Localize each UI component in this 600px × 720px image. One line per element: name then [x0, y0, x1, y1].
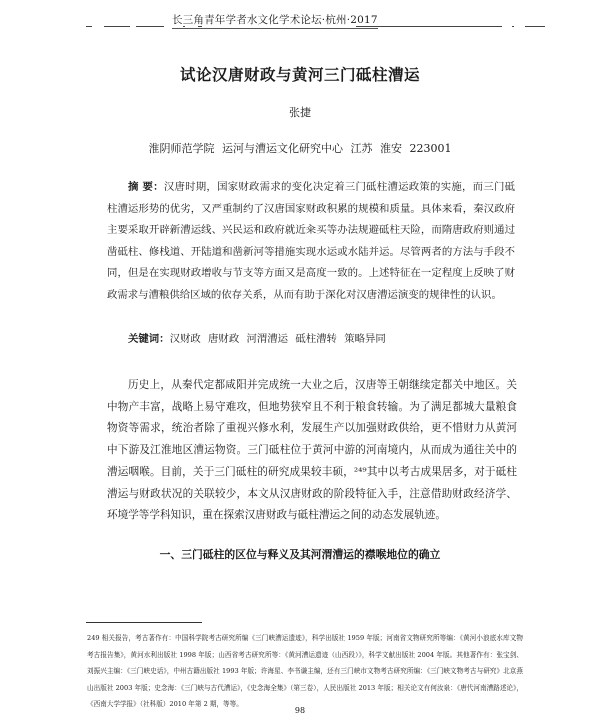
keywords-label: 关键词： — [128, 333, 170, 345]
keywords-text: 汉财政 唐财政 河渭漕运 砥柱漕转 策略异同 — [169, 333, 386, 345]
footnote-separator — [86, 622, 202, 623]
header-rule-segment — [525, 26, 545, 27]
article-title: 试论汉唐财政与黄河三门砥柱漕运 — [179, 66, 420, 84]
keywords — [128, 330, 386, 345]
body-paragraph: 历史上，从秦代定都咸阳并完成统一大业之后，汉唐等王朝继续定都关中地区。关中物产丰富，战略上易守难攻，但地势狭窄且不利于粮食转输。为了满足都城大量粮食物资等需求，统治者除了重视兴修水利，发展生产以加强财政供给，更不惜财力从黄河中下游及江淮地区漕运物资。三门砥柱位于黄河中游的河南境内，从而成为通往关中的漕运咽喉。目前，关于三门砥柱的研究成果较丰硕，²⁴⁹其中以考古成果居多，对于砥柱漕运与财政状况的关联较少，本文从汉唐财政的阶段特征入手，注意借助财政经济学、环境学等学科知识，重在探索汉唐财政与砥柱漕运之间的动态发展轨迹。 — [107, 379, 517, 522]
running-title: 长三角青年学者水文化学术论坛·杭州·2017 — [172, 12, 378, 29]
header-rule-segment — [136, 26, 164, 27]
abstract-label: 摘 要： — [128, 181, 164, 193]
page-number: 98 — [294, 706, 306, 715]
section-heading: 一、三门砥柱的区位与释义及其河渭漕运的襟喉地位的确立 — [159, 548, 441, 561]
author-name: 张捷 — [289, 106, 311, 119]
abstract — [107, 177, 515, 306]
header-rule-right — [356, 26, 502, 27]
running-header — [70, 12, 530, 28]
abstract-text: 汉唐时期，国家财政需求的变化决定着三门砥柱漕运政策的实施，而三门砥柱漕运形势的优劣，又严重制约了汉唐国家财政积累的规模和质量。具体来看，秦汉政府主要采取开辟新漕运线、兴民运和政府就近籴买等办法规避砥柱天险，而隋唐政府则通过凿砥柱、修栈道、开陆道和凿新河等措施实现水运或水陆并运。尽管两者的方法与手段不同，但是在实现财政增收与节支等方面又是高度一致的。上述特征在一定程度上反映了财政需求与漕粮供给区域的依存关系，从而有助于深化对汉唐漕运演变的规律性的认识。 — [107, 181, 515, 301]
header-rule-segment — [104, 26, 130, 27]
footnote-text: 249 相关报告，考古著作有：中国科学院考古研究所编《三门峡漕运遗迹》，科学出版社 1959 年版；河南省文物研究所等编：《黄河小浪底水库文物考古报告集》，黄河水利出版社 1998 年版；山西省考古研究所等：《黄河漕运遗迹（山西段）》，科学文献出版社 2004 年版。其他著作有：张宝剑、刘振兴主编：《三门峡史话》，中州古籍出版社 1993 年版；许海星、李书谦主编，还有三门峡市文物考古研究所编：《三门峡文物考古与研究》北京燕山出版社 2003 年版；史念海：《三门峡与古代漕运》，《史念海全集》（第三卷），人民出版社 2013 年版；相关论文有何汝泉：《唐代河南漕路述论》，《西南大学学报》（社科版）2010 年第 2 期，等等。 — [87, 634, 523, 708]
header-rule-segment — [86, 26, 92, 27]
header-rule-segment — [512, 26, 514, 27]
author-affiliation: 淮阴师范学院 运河与漕运文化研究中心 江苏 淮安 223001 — [148, 142, 452, 155]
